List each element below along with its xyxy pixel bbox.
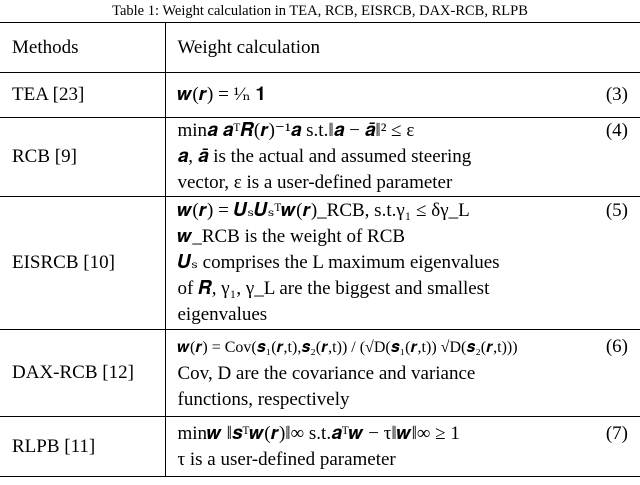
formula-line [178,118,629,144]
weight-cell [165,330,640,417]
description-line: 𝑼ₛ comprises the L maximum eigenvalues [177,252,500,273]
description-line: eigenvalues [177,304,268,325]
formula-text: 𝒘(𝒓) = ¹⁄ₙ 𝟏 [177,84,266,105]
table-row [0,118,640,197]
formula-text: min𝒘 ‖𝒔ᵀ𝒘(𝒓)‖∞ s.t.𝒂ᵀ𝒘 − τ‖𝒘‖∞ ≥ 1 [177,422,460,444]
method-cell: DAX-RCB [12] [0,330,165,417]
formula-line [178,198,629,224]
description-line: 𝒂, 𝒂̄ is the actual and assumed steering [177,146,472,167]
table-row [0,73,640,118]
header-methods: Methods [0,23,165,73]
formula-line [178,82,629,108]
table-caption: Table 1: Weight calculation in TEA, RCB, EISRCB, DAX-RCB, RLPB [112,3,528,19]
weight-cell [165,417,640,477]
table-row [0,197,640,330]
description-line: 𝒘_RCB is the weight of RCB [177,226,406,247]
table-row [0,330,640,417]
method-cell: RCB [9] [0,118,165,197]
formula-line [178,421,629,447]
formula-text: 𝒘(𝒓) = Cov(𝒔₁(𝒓,t),𝒔₂(𝒓,t)) / (√D(𝒔₁(𝒓,t)) √D(𝒔₂(𝒓,t))) [177,338,518,356]
description-line: vector, ε is a user-defined parameter [177,172,453,193]
equation-number: (7) [605,422,628,444]
method-cell: TEA [23] [0,73,165,118]
table-row [0,417,640,477]
method-cell: EISRCB [10] [0,197,165,330]
description-line: of 𝑹, γ₁, γ_L are the biggest and smallest [177,278,490,299]
description-line: τ is a user-defined parameter [177,448,396,470]
equation-number: (3) [605,84,628,105]
formula-text: min𝒂 𝒂ᵀ𝑹(𝒓)⁻¹𝒂 s.t.‖𝒂 − 𝒂̄‖² ≤ ε [177,120,415,141]
method-cell: RLPB [11] [0,417,165,477]
weight-cell [165,73,640,118]
formula-text: 𝒘(𝒓) = 𝑼ₛ𝑼ₛᵀ𝒘(𝒓)_RCB, s.t.γ₁ ≤ δγ_L [177,200,470,221]
description-line: functions, respectively [177,388,350,410]
equation-number: (6) [605,335,628,357]
header-weight-calculation: Weight calculation [165,23,640,73]
table-header-row [0,23,640,73]
equation-number: (4) [605,120,628,141]
formula-line [178,334,629,361]
equation-number: (5) [605,200,628,221]
weight-cell [165,197,640,330]
weight-table [0,22,640,477]
weight-cell [165,118,640,197]
description-line: Cov, D are the covariance and variance [177,362,476,384]
